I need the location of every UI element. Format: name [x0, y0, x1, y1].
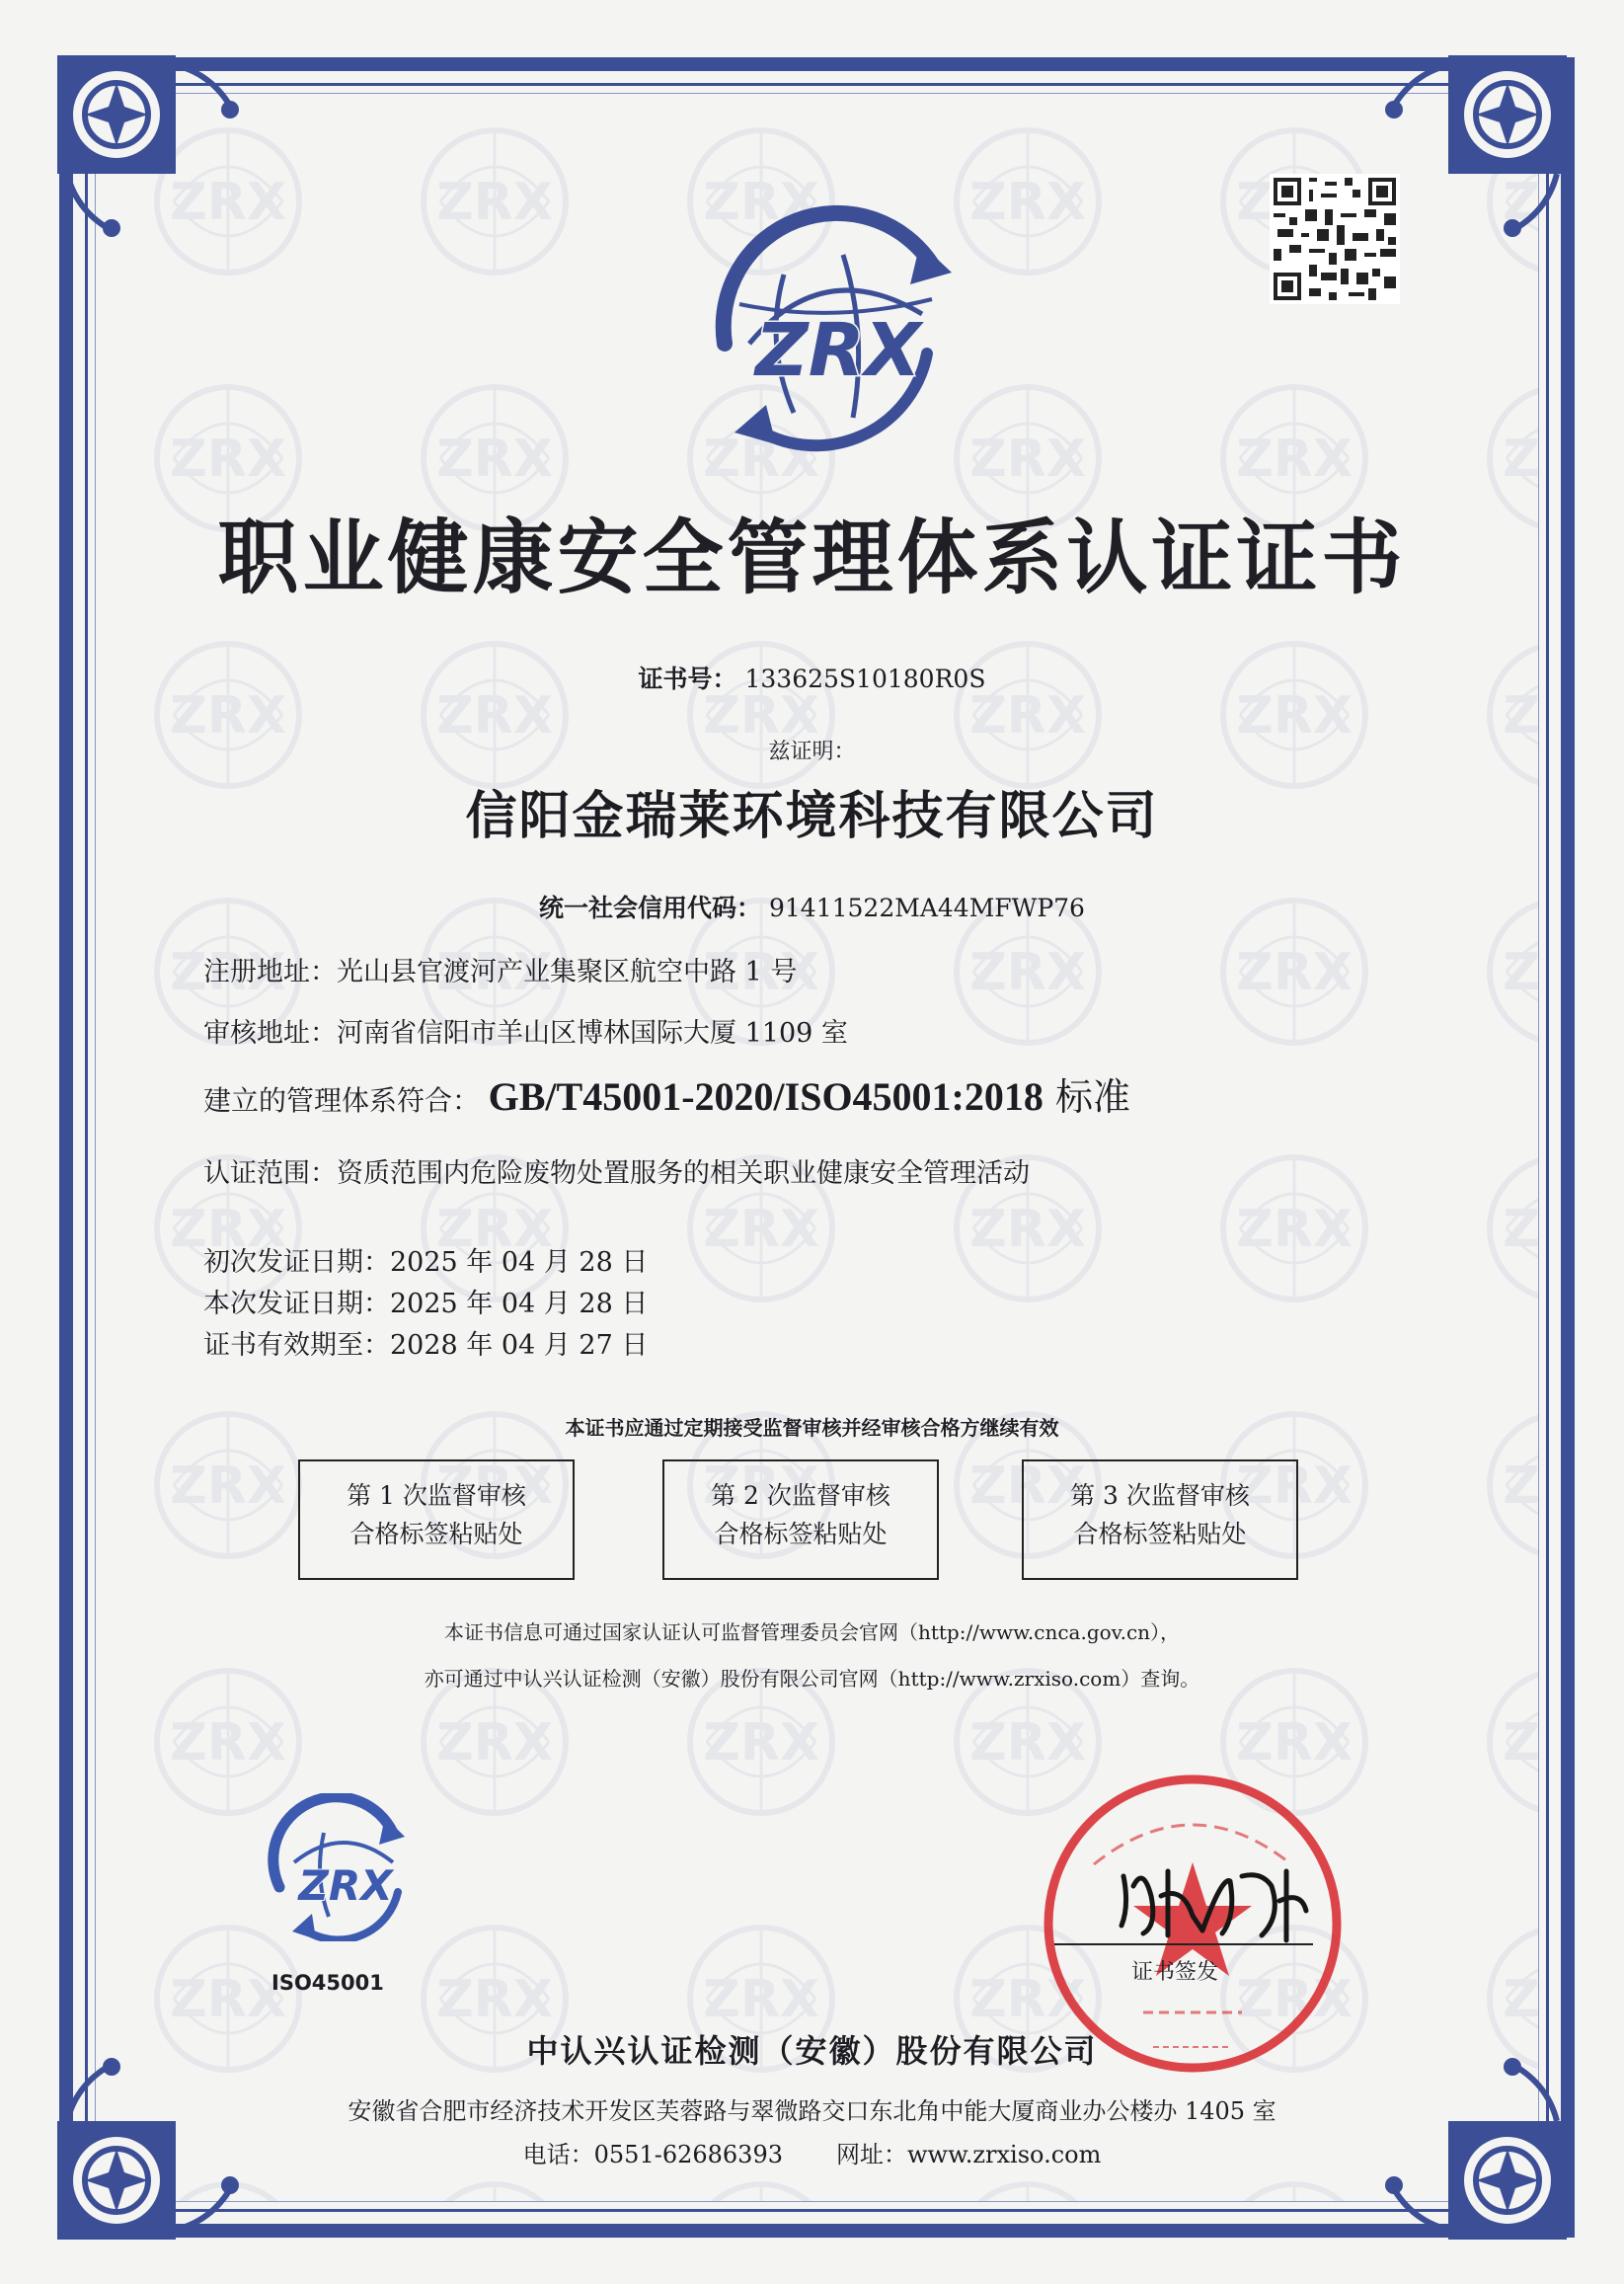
iso-standard-label: ISO45001: [271, 1971, 384, 1995]
standard-value: GB/T45001-2020/ISO45001:2018: [488, 1074, 1044, 1119]
initial-issue-date: 2025 年 04 月 28 日: [390, 1247, 649, 1278]
certificate-title: 职业健康安全管理体系认证证书: [217, 512, 1407, 605]
company-name: 信阳金瑞莱环境科技有限公司: [465, 787, 1159, 846]
website-label: 网址：: [835, 2141, 907, 2168]
issuer-name: 中认兴认证检测（安徽）股份有限公司: [526, 2032, 1098, 2070]
signature-label: 证书签发: [1131, 1960, 1219, 1985]
current-issue-date-label: 本次发证日期：: [203, 1289, 390, 1319]
signature: [1114, 1856, 1311, 1945]
registered-address-row: [203, 950, 797, 988]
scope-row: [203, 1151, 1030, 1190]
surveillance-box-caption: 合格标签粘贴处: [714, 1519, 888, 1548]
corner-ornament-top-right: [1379, 55, 1567, 243]
verification-info-line-1: 本证书信息可通过国家认证认可监督管理委员会官网（http://www.cnca.gov.cn），: [443, 1620, 1181, 1644]
registered-address-label: 注册地址：: [203, 957, 337, 987]
surveillance-box-1: [298, 1459, 575, 1580]
certificate-number-label: 证书号：: [638, 665, 737, 693]
issuer-contact: [0, 2135, 1624, 2169]
certificate-number-row: [0, 660, 1624, 695]
credit-code-row: [0, 889, 1624, 924]
iso-logo-text: ZRX: [298, 1861, 393, 1910]
iso-zrx-logo: [255, 1793, 423, 1941]
signature-line: [1054, 1943, 1313, 1945]
registered-address-value: 光山县官渡河产业集聚区航空中路 1 号: [337, 957, 798, 987]
surveillance-box-caption: 合格标签粘贴处: [1073, 1519, 1247, 1548]
current-issue-date-row: [203, 1282, 648, 1320]
qr-code[interactable]: [1270, 174, 1400, 304]
standard-row: [203, 1066, 1130, 1121]
surveillance-box-2: [662, 1459, 939, 1580]
scope-value: 资质范围内危险废物处置服务的相关职业健康安全管理活动: [337, 1158, 1030, 1189]
initial-issue-date-label: 初次发证日期：: [203, 1247, 390, 1278]
initial-issue-date-row: [203, 1240, 648, 1279]
standard-suffix: 标准: [1043, 1075, 1130, 1119]
surveillance-box-3: [1022, 1459, 1298, 1580]
website-link[interactable]: www.zrxiso.com: [906, 2141, 1102, 2168]
credit-code-value: 91411522MA44MFWP76: [768, 894, 1085, 922]
expiry-date-label: 证书有效期至：: [203, 1330, 390, 1361]
surveillance-box-title: 第 3 次监督审核: [1070, 1481, 1250, 1510]
audit-address-row: [203, 1011, 848, 1050]
validity-notice: 本证书应通过定期接受监督审核并经审核合格方继续有效: [565, 1416, 1059, 1440]
certificate-number: 133625S10180R0S: [744, 665, 986, 693]
surveillance-box-caption: 合格标签粘贴处: [349, 1519, 523, 1548]
verification-info-line-2: 亦可通过中认兴认证检测（安徽）股份有限公司官网（http://www.zrxiso.com）查询。: [424, 1667, 1200, 1691]
zrx-globe-logo: [656, 196, 991, 460]
credit-code-label: 统一社会信用代码：: [539, 894, 762, 922]
current-issue-date: 2025 年 04 月 28 日: [390, 1289, 649, 1319]
audit-address-label: 审核地址：: [203, 1018, 337, 1049]
phone-label: 电话：: [522, 2141, 594, 2168]
audit-address-value: 河南省信阳市羊山区博林国际大厦 1109 室: [337, 1018, 848, 1049]
expiry-date-row: [203, 1323, 648, 1362]
hereby-certify: 兹证明：: [768, 740, 856, 764]
surveillance-box-title: 第 2 次监督审核: [711, 1481, 890, 1510]
logo-text: ZRX: [755, 308, 921, 393]
phone-number: 0551-62686393: [593, 2141, 783, 2168]
corner-ornament-top-left: [57, 55, 245, 243]
expiry-date: 2028 年 04 月 27 日: [390, 1330, 649, 1361]
standard-label: 建立的管理体系符合：: [203, 1084, 481, 1117]
surveillance-box-title: 第 1 次监督审核: [347, 1481, 526, 1510]
issuer-address: 安徽省合肥市经济技术开发区芙蓉路与翠微路交口东北角中能大厦商业办公楼办 1405 室: [348, 2097, 1276, 2125]
scope-label: 认证范围：: [203, 1158, 337, 1189]
